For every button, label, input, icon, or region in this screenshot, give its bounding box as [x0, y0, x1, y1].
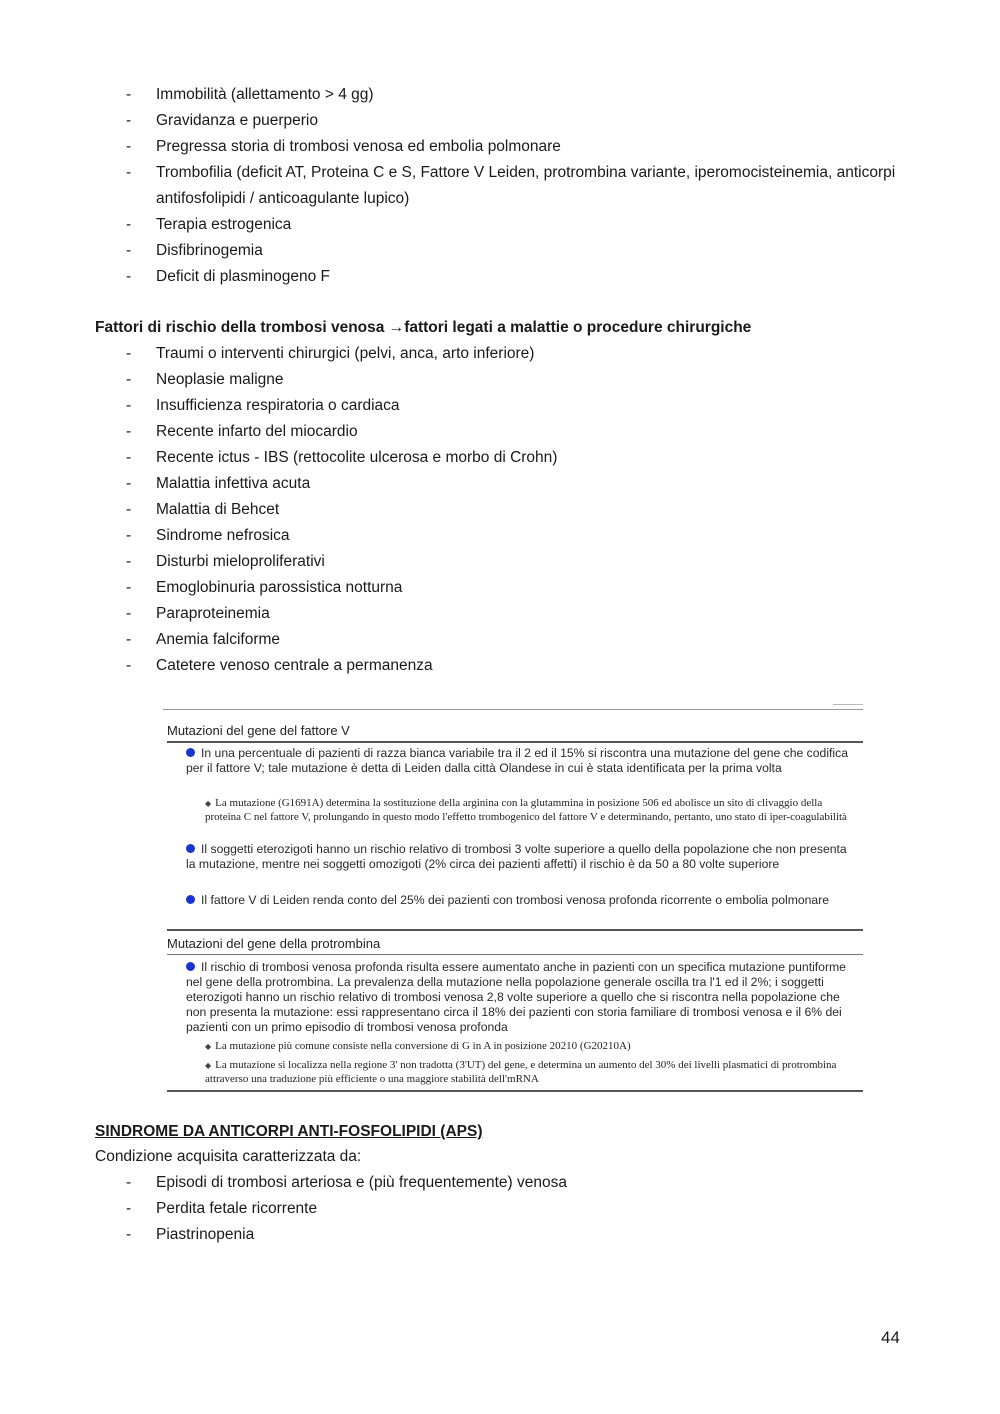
page-number: 44 — [881, 1328, 900, 1347]
list-item: - Deficit di plasminogeno F — [0, 264, 1000, 290]
list-item: - Neoplasie maligne — [0, 367, 1000, 393]
slide-bullet: Il rischio di trombosi venosa profonda risulta essere aumentato anche in pazienti con un specifica mutazione puntiforme nel gene della protrombina. La prevalenza della mutazione nella popolazione generale oscilla tra l'1 ed il 2%; i soggetti eterozigoti hanno un rischio relativo di trombosi venosa 2,8 volte superiore a quello che si riscontra nella popolazione che non presenta la mutazione: essi rappresentano circa il 18% dei pazienti con storia familiare di trombosi venosa e il 6% dei pazienti con un primo episodio di trombosi venosa profonda — [186, 960, 846, 1034]
list-item: - Insufficienza respiratoria o cardiaca — [0, 393, 1000, 419]
embedded-slide-image — [163, 704, 863, 1096]
list-item: - Terapia estrogenica — [0, 212, 1000, 238]
list-item: - Perdita fetale ricorrente — [0, 1196, 1000, 1222]
list-item: - Trombofilia (deficit AT, Proteina C e S, Fattore V Leiden, protrombina variante, iperomocisteinemia, anticorpi antifosfolipidi / anticoagulante lupico) — [0, 160, 1000, 212]
list-item: - Recente ictus - IBS (rettocolite ulcerosa e morbo di Crohn) — [0, 445, 1000, 471]
list-item: - Disturbi mieloproliferativi — [0, 549, 1000, 575]
divider — [167, 954, 863, 955]
list-item: - Anemia falciforme — [0, 627, 1000, 653]
slide-section-title: Mutazioni del gene della protrombina — [167, 936, 381, 951]
list-item: - Sindrome nefrosica — [0, 523, 1000, 549]
slide-bullet: Il soggetti eterozigoti hanno un rischio relativo di trombosi 3 volte superiore a quello della popolazione che non presenta la mutazione, mentre nei soggetti omozigoti (2% circa dei pazienti affetti) il rischio è da 50 a 80 volte superiore — [186, 842, 847, 871]
list-item: - Recente infarto del miocardio — [0, 419, 1000, 445]
slide-bullet: In una percentuale di pazienti di razza bianca variabile tra il 2 ed il 15% si riscontra una mutazione del gene che codifica per il fattore V; tale mutazione è detta di Leiden dalla città Olandese in cui è stata identificata per la prima volta — [186, 746, 848, 775]
bullet-dot-icon — [186, 895, 195, 904]
diamond-bullet-icon: ◆ — [205, 799, 212, 808]
bullet-dot-icon — [186, 748, 195, 757]
list-item: - Disfibrinogemia — [0, 238, 1000, 264]
risk-factor-list-diseases — [0, 341, 1000, 679]
slide-bullet: Il fattore V di Leiden renda conto del 25% dei pazienti con trombosi venosa profonda ricorrente o embolia polmonare — [186, 893, 858, 908]
list-item: - Paraproteinemia — [0, 601, 1000, 627]
slide-sub-bullet: ◆ La mutazione si localizza nella regione 3' non tradotta (3'UT) del gene, e determina un aumento del 30% dei livelli plasmatici di protrombina attraverso una traduzione più efficiente o una maggiore stabilità dell'mRNA — [205, 1059, 837, 1085]
divider — [833, 704, 863, 705]
section-heading-aps: SINDROME DA ANTICORPI ANTI-FOSFOLIPIDI (APS) — [95, 1123, 483, 1140]
slide-sub-bullet: ◆ La mutazione più comune consiste nella conversione di G in A in posizione 20210 (G20210A) — [205, 1040, 631, 1052]
list-item: - Emoglobinuria parossistica notturna — [0, 575, 1000, 601]
list-item: - Piastrinopenia — [0, 1222, 1000, 1248]
list-item: - Immobilità (allettamento > 4 gg) — [0, 82, 1000, 108]
diamond-bullet-icon: ◆ — [205, 1061, 212, 1070]
aps-list — [0, 1170, 1000, 1248]
list-item: - Malattia di Behcet — [0, 497, 1000, 523]
slide-sub-bullet: ◆ La mutazione (G1691A) determina la sostituzione della arginina con la glutammina in posizione 506 ed abolisce un sito di clivaggio della proteina C nel fattore V, prolungando in questo modo l'effetto trombogenico del fattore V e determinando, pertanto, uno stato di iper-coagulabilità — [205, 797, 847, 823]
divider — [167, 741, 863, 743]
divider — [167, 1090, 863, 1092]
bullet-dot-icon — [186, 962, 195, 971]
slide-section-title: Mutazioni del gene del fattore V — [167, 723, 350, 738]
bullet-dot-icon — [186, 844, 195, 853]
divider — [167, 929, 863, 931]
list-item: - Malattia infettiva acuta — [0, 471, 1000, 497]
diamond-bullet-icon: ◆ — [205, 1042, 212, 1051]
risk-factor-list-top — [0, 82, 1000, 290]
list-item: - Episodi di trombosi arteriosa e (più frequentemente) venosa — [0, 1170, 1000, 1196]
section-heading-risk-factors: Fattori di rischio della trombosi venosa →fattori legati a malattie o procedure chirurgiche — [95, 319, 752, 336]
list-item: - Catetere venoso centrale a permanenza — [0, 653, 1000, 679]
list-item: - Gravidanza e puerperio — [0, 108, 1000, 134]
list-item: - Pregressa storia di trombosi venosa ed embolia polmonare — [0, 134, 1000, 160]
list-item: - Traumi o interventi chirurgici (pelvi, anca, arto inferiore) — [0, 341, 1000, 367]
divider — [163, 709, 863, 710]
section-intro: Condizione acquisita caratterizzata da: — [95, 1148, 362, 1165]
